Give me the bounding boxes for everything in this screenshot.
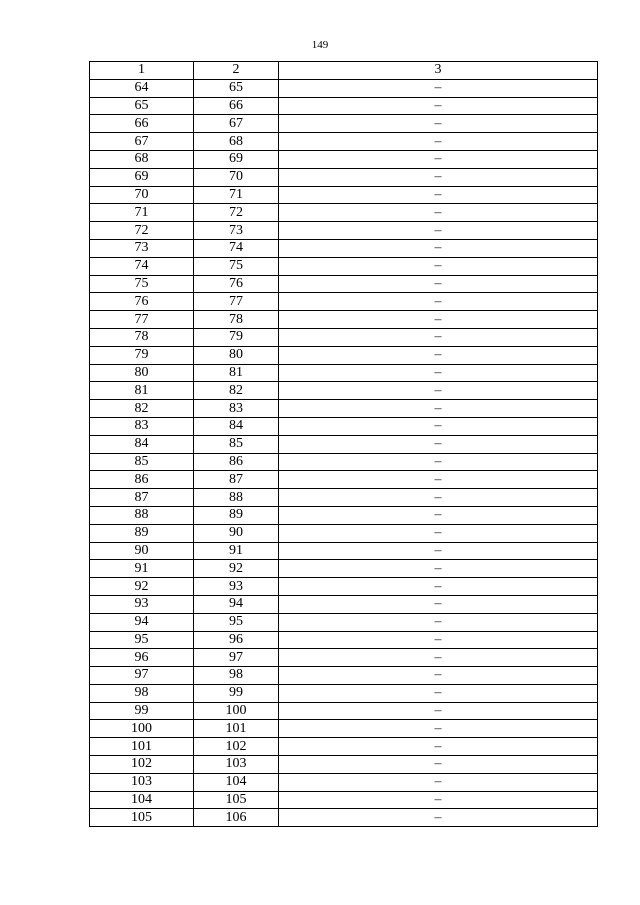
table-cell-col-1: 105	[90, 809, 194, 827]
table-cell-col-2: 85	[194, 435, 279, 453]
table-cell-col-1: 84	[90, 435, 194, 453]
table-cell-col-2: 75	[194, 257, 279, 275]
table-cell-col-2: 92	[194, 560, 279, 578]
table-cell-col-1: 101	[90, 738, 194, 756]
table-row	[90, 97, 598, 115]
table-cell-col-3: –	[279, 346, 598, 364]
table-cell-col-2: 77	[194, 293, 279, 311]
table-cell-col-2: 67	[194, 115, 279, 133]
table-cell-col-2: 65	[194, 79, 279, 97]
table-cell-col-3: –	[279, 578, 598, 596]
table-cell-col-3: –	[279, 239, 598, 257]
table-row	[90, 471, 598, 489]
table-row	[90, 311, 598, 329]
table-cell-col-2: 72	[194, 204, 279, 222]
table-row	[90, 346, 598, 364]
table-header-row	[90, 62, 598, 80]
table-cell-col-2: 105	[194, 791, 279, 809]
table-cell-col-1: 64	[90, 79, 194, 97]
table-row	[90, 595, 598, 613]
table-cell-col-3: –	[279, 595, 598, 613]
table-cell-col-2: 106	[194, 809, 279, 827]
table-cell-col-1: 99	[90, 702, 194, 720]
table-row	[90, 738, 598, 756]
table-cell-col-2: 103	[194, 756, 279, 774]
table-row	[90, 186, 598, 204]
table-cell-col-1: 104	[90, 791, 194, 809]
table-cell-col-2: 87	[194, 471, 279, 489]
table-body	[90, 62, 598, 827]
table-cell-col-2: 66	[194, 97, 279, 115]
table-row	[90, 506, 598, 524]
table-cell-col-3: –	[279, 649, 598, 667]
table-cell-col-1: 97	[90, 667, 194, 685]
table-cell-col-1: 67	[90, 133, 194, 151]
table-cell-col-3: –	[279, 186, 598, 204]
table-cell-col-1: 100	[90, 720, 194, 738]
table-row	[90, 542, 598, 560]
table-cell-col-2: 76	[194, 275, 279, 293]
table-cell-col-3: –	[279, 791, 598, 809]
column-header-1: 1	[90, 62, 194, 80]
table-cell-col-2: 94	[194, 595, 279, 613]
table-cell-col-2: 69	[194, 150, 279, 168]
table-cell-col-3: –	[279, 222, 598, 240]
table-cell-col-3: –	[279, 417, 598, 435]
table-row	[90, 400, 598, 418]
table-cell-col-1: 77	[90, 311, 194, 329]
table-cell-col-2: 91	[194, 542, 279, 560]
table-cell-col-3: –	[279, 809, 598, 827]
table-row	[90, 435, 598, 453]
table-cell-col-1: 93	[90, 595, 194, 613]
table-cell-col-3: –	[279, 756, 598, 774]
table-row	[90, 702, 598, 720]
table-cell-col-3: –	[279, 489, 598, 507]
table-cell-col-2: 104	[194, 773, 279, 791]
table-cell-col-3: –	[279, 684, 598, 702]
table-cell-col-2: 70	[194, 168, 279, 186]
table-cell-col-2: 83	[194, 400, 279, 418]
table-cell-col-1: 90	[90, 542, 194, 560]
table-row	[90, 453, 598, 471]
table-cell-col-3: –	[279, 150, 598, 168]
table-cell-col-2: 84	[194, 417, 279, 435]
table-cell-col-1: 71	[90, 204, 194, 222]
table-row	[90, 773, 598, 791]
table-row	[90, 756, 598, 774]
table-cell-col-1: 86	[90, 471, 194, 489]
table-cell-col-3: –	[279, 204, 598, 222]
page-number: 149	[311, 39, 329, 51]
table-cell-col-1: 72	[90, 222, 194, 240]
table-cell-col-3: –	[279, 560, 598, 578]
table-cell-col-3: –	[279, 364, 598, 382]
table-cell-col-3: –	[279, 720, 598, 738]
table-cell-col-2: 100	[194, 702, 279, 720]
table-cell-col-3: –	[279, 453, 598, 471]
table-cell-col-1: 80	[90, 364, 194, 382]
table-cell-col-1: 81	[90, 382, 194, 400]
table-cell-col-2: 73	[194, 222, 279, 240]
table-cell-col-3: –	[279, 738, 598, 756]
column-header-2: 2	[194, 62, 279, 80]
table-row	[90, 560, 598, 578]
table-row	[90, 613, 598, 631]
table-cell-col-1: 73	[90, 239, 194, 257]
table-cell-col-3: –	[279, 115, 598, 133]
table-cell-col-1: 103	[90, 773, 194, 791]
table-row	[90, 489, 598, 507]
table-cell-col-3: –	[279, 275, 598, 293]
data-table	[89, 61, 598, 827]
table-cell-col-1: 94	[90, 613, 194, 631]
table-cell-col-1: 74	[90, 257, 194, 275]
table-cell-col-3: –	[279, 293, 598, 311]
table-cell-col-1: 88	[90, 506, 194, 524]
table-cell-col-2: 89	[194, 506, 279, 524]
table-cell-col-3: –	[279, 613, 598, 631]
table-row	[90, 168, 598, 186]
table-cell-col-1: 102	[90, 756, 194, 774]
table-cell-col-3: –	[279, 542, 598, 560]
table-cell-col-3: –	[279, 435, 598, 453]
table-cell-col-3: –	[279, 471, 598, 489]
table-cell-col-3: –	[279, 328, 598, 346]
table-cell-col-3: –	[279, 382, 598, 400]
table-cell-col-3: –	[279, 97, 598, 115]
table-cell-col-3: –	[279, 524, 598, 542]
table-row	[90, 791, 598, 809]
table-row	[90, 150, 598, 168]
table-cell-col-3: –	[279, 667, 598, 685]
table-cell-col-1: 70	[90, 186, 194, 204]
table-row	[90, 257, 598, 275]
table-cell-col-3: –	[279, 311, 598, 329]
table-row	[90, 631, 598, 649]
table-cell-col-1: 85	[90, 453, 194, 471]
table-row	[90, 720, 598, 738]
table-row	[90, 133, 598, 151]
table-cell-col-1: 92	[90, 578, 194, 596]
table-cell-col-3: –	[279, 702, 598, 720]
table-cell-col-1: 68	[90, 150, 194, 168]
table-cell-col-3: –	[279, 400, 598, 418]
table-cell-col-3: –	[279, 79, 598, 97]
table-cell-col-2: 68	[194, 133, 279, 151]
table-cell-col-1: 76	[90, 293, 194, 311]
table-cell-col-3: –	[279, 257, 598, 275]
table-cell-col-1: 82	[90, 400, 194, 418]
table-row	[90, 684, 598, 702]
table-cell-col-2: 102	[194, 738, 279, 756]
table-row	[90, 524, 598, 542]
table-cell-col-2: 97	[194, 649, 279, 667]
table-row	[90, 328, 598, 346]
table-cell-col-2: 93	[194, 578, 279, 596]
column-header-3: 3	[279, 62, 598, 80]
table-cell-col-2: 88	[194, 489, 279, 507]
table-cell-col-1: 91	[90, 560, 194, 578]
table-cell-col-2: 81	[194, 364, 279, 382]
table-row	[90, 417, 598, 435]
table-cell-col-1: 87	[90, 489, 194, 507]
table-cell-col-1: 78	[90, 328, 194, 346]
table-cell-col-2: 79	[194, 328, 279, 346]
table-cell-col-2: 78	[194, 311, 279, 329]
table-row	[90, 809, 598, 827]
table-row	[90, 204, 598, 222]
table-cell-col-3: –	[279, 631, 598, 649]
table-cell-col-2: 101	[194, 720, 279, 738]
table-cell-col-1: 65	[90, 97, 194, 115]
table-cell-col-1: 89	[90, 524, 194, 542]
table-cell-col-2: 80	[194, 346, 279, 364]
table-cell-col-2: 90	[194, 524, 279, 542]
table-cell-col-1: 98	[90, 684, 194, 702]
table-cell-col-3: –	[279, 506, 598, 524]
table-row	[90, 578, 598, 596]
table-row	[90, 239, 598, 257]
table-cell-col-2: 96	[194, 631, 279, 649]
table-row	[90, 667, 598, 685]
table-cell-col-2: 95	[194, 613, 279, 631]
table-cell-col-1: 69	[90, 168, 194, 186]
table-cell-col-2: 82	[194, 382, 279, 400]
table-row	[90, 293, 598, 311]
table-row	[90, 364, 598, 382]
table-cell-col-1: 75	[90, 275, 194, 293]
table-cell-col-1: 66	[90, 115, 194, 133]
table-cell-col-2: 71	[194, 186, 279, 204]
table-row	[90, 79, 598, 97]
table-cell-col-1: 96	[90, 649, 194, 667]
table-cell-col-1: 79	[90, 346, 194, 364]
table-cell-col-2: 98	[194, 667, 279, 685]
table-row	[90, 115, 598, 133]
table-cell-col-2: 86	[194, 453, 279, 471]
table-cell-col-3: –	[279, 133, 598, 151]
table-cell-col-1: 83	[90, 417, 194, 435]
table-cell-col-3: –	[279, 168, 598, 186]
table-cell-col-1: 95	[90, 631, 194, 649]
table-row	[90, 649, 598, 667]
table-cell-col-2: 99	[194, 684, 279, 702]
table-row	[90, 275, 598, 293]
table-row	[90, 222, 598, 240]
table-cell-col-2: 74	[194, 239, 279, 257]
table-cell-col-3: –	[279, 773, 598, 791]
table-row	[90, 382, 598, 400]
